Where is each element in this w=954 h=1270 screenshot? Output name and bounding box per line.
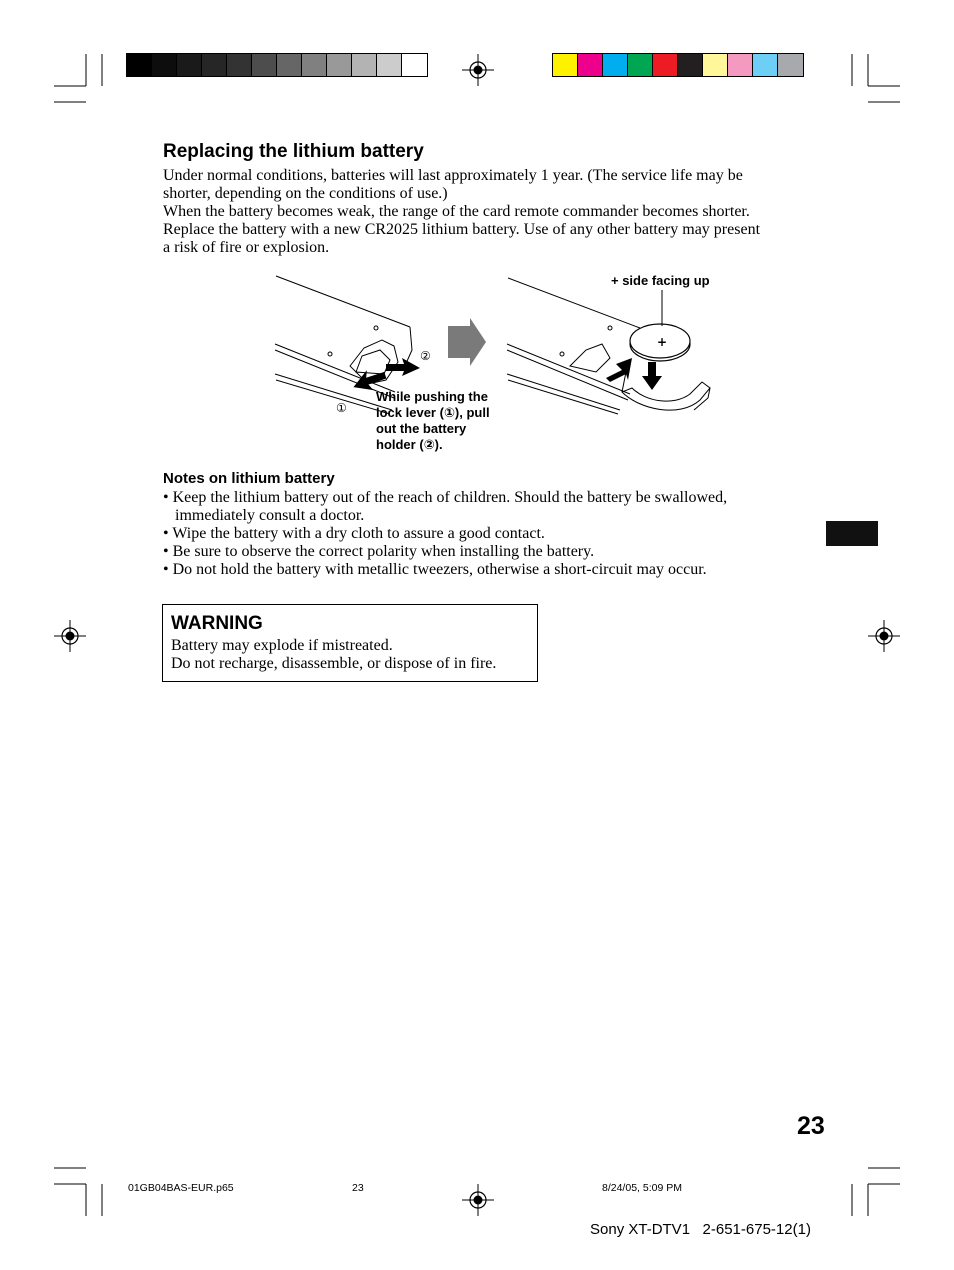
section-tab-marker	[826, 521, 878, 546]
footer-model: Sony XT-DTV1 2-651-675-12(1)	[590, 1221, 811, 1238]
color-swatch	[127, 54, 152, 76]
marker-1-figure: ①	[336, 401, 347, 415]
color-swatch	[277, 54, 302, 76]
color-swatch	[327, 54, 352, 76]
color-swatch	[302, 54, 327, 76]
color-swatch	[628, 54, 653, 76]
page-number: 23	[797, 1112, 825, 1140]
color-swatch	[152, 54, 177, 76]
instruction-line-3: out the battery	[376, 421, 467, 436]
color-swatch	[352, 54, 377, 76]
notes-list	[163, 489, 793, 579]
intro-paragraph-1: Under normal conditions, batteries will last approximately 1 year. (The service life may be shorter, depending on the conditions of use.)	[163, 167, 743, 202]
warning-line-2: Do not recharge, disassemble, or dispose of in fire.	[171, 655, 497, 672]
remote-right-drawing	[507, 278, 640, 414]
instruction-line-2: lock lever (①), pull	[376, 405, 490, 420]
note-item: • Be sure to observe the correct polarity when installing the battery.	[163, 543, 595, 560]
note-item: • Do not hold the battery with metallic tweezers, otherwise a short-circuit may occur.	[163, 561, 707, 578]
warning-title: WARNING	[171, 613, 263, 634]
color-swatch	[778, 54, 803, 76]
footer-timestamp: 8/24/05, 5:09 PM	[602, 1182, 682, 1194]
color-swatch	[578, 54, 603, 76]
color-swatch	[177, 54, 202, 76]
registration-mark-left	[54, 620, 86, 652]
note-item: • Keep the lithium battery out of the reach of children. Should the battery be swallowed, immediately consult a doctor.	[163, 489, 728, 524]
side-facing-label: + side facing up	[611, 273, 710, 288]
color-swatch	[227, 54, 252, 76]
color-swatch	[553, 54, 578, 76]
warning-box	[162, 604, 538, 682]
instruction-line-4: holder (②).	[376, 437, 443, 452]
color-swatch	[252, 54, 277, 76]
footer-page: 23	[352, 1182, 364, 1194]
intro-paragraph-2: When the battery becomes weak, the range of the card remote commander becomes shorter. Replace the battery with a new CR2025 lithium battery. Use of any other battery may present a risk of fire or explosion.	[163, 203, 761, 256]
color-swatch	[202, 54, 227, 76]
notes-title: Notes on lithium battery	[163, 470, 335, 487]
color-swatch	[603, 54, 628, 76]
battery-replacement-illustration	[270, 270, 730, 430]
registration-mark-top	[462, 54, 494, 86]
warning-line-1: Battery may explode if mistreated.	[171, 637, 393, 654]
battery-plus-mark: +	[656, 335, 668, 349]
color-swatch	[678, 54, 703, 76]
section-title: Replacing the lithium battery	[163, 141, 424, 162]
color-swatch	[653, 54, 678, 76]
insert-arrows	[606, 358, 662, 390]
next-step-arrow-icon	[448, 318, 486, 366]
footer-filename: 01GB04BAS-EUR.p65	[128, 1182, 234, 1194]
color-swatch	[728, 54, 753, 76]
color-swatch	[402, 54, 427, 76]
marker-2-figure: ②	[420, 349, 431, 363]
color-calibration-bar	[552, 53, 804, 77]
note-item: • Wipe the battery with a dry cloth to assure a good contact.	[163, 525, 545, 542]
registration-mark-right	[868, 620, 900, 652]
battery-holder-drawing	[622, 372, 710, 410]
coin-battery	[630, 324, 690, 361]
color-swatch	[753, 54, 778, 76]
instruction-line-1: While pushing the	[376, 389, 488, 404]
grayscale-calibration-bar	[126, 53, 428, 77]
color-swatch	[703, 54, 728, 76]
instruction-caption	[376, 389, 490, 453]
color-swatch	[377, 54, 402, 76]
